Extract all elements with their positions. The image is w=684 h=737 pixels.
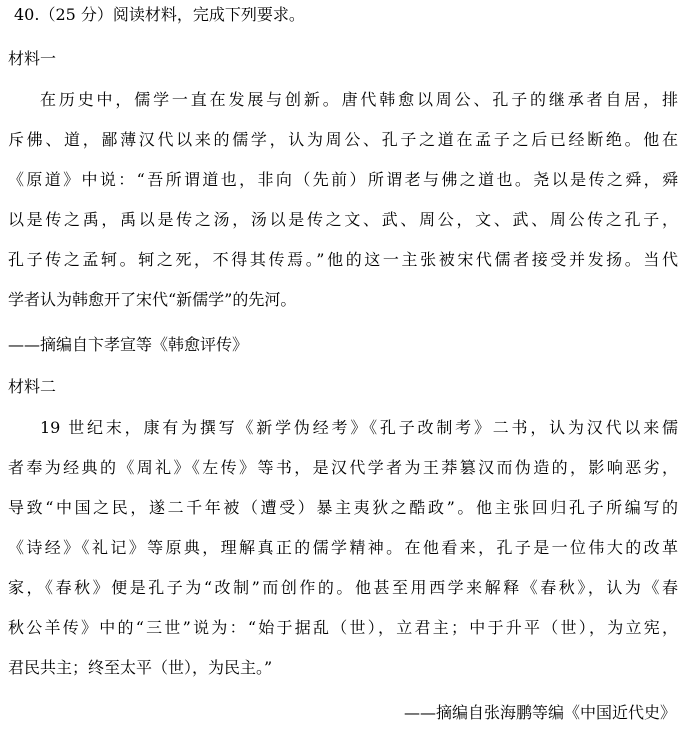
material2-heading: 材料二 [8, 377, 57, 396]
material1-heading: 材料一 [8, 49, 57, 68]
paragraph-line: 学者认为韩愈开了宋代“新儒学”的先河。 [8, 290, 297, 309]
paragraph-line: 孔子传之孟轲。轲之死，不得其传焉。”他的这一主张被宋代儒者接受并发扬。当代 [8, 250, 678, 269]
paragraph-line: 斥佛、道，鄙薄汉代以来的儒学，认为周公、孔子之道在孟子之后已经断绝。他在 [8, 130, 678, 149]
paragraph-line: 《原道》中说：“吾所谓道也，非向（先前）所谓老与佛之道也。尧以是传之舜，舜 [8, 170, 678, 189]
paragraph-line: 君民共主；终至太平（世），为民主。” [8, 658, 273, 677]
paragraph-line: 秋公羊传》中的“三世”说为：“始于据乱（世），立君主；中于升平（世），为立宪， [8, 618, 678, 637]
paragraph-line: 在历史中，儒学一直在发展与创新。唐代韩愈以周公、孔子的继承者自居，排 [40, 90, 678, 109]
paragraph-line: 家，《春秋》便是孔子为“改制”而创作的。他甚至用西学来解释《春秋》，认为《春 [8, 578, 678, 597]
question-title: 40.（25 分）阅读材料，完成下列要求。 [14, 5, 305, 24]
paragraph-line: 导致“中国之民，遂二千年被（遭受）暴主夷狄之酷政”。他主张回归孔子所编写的 [8, 498, 678, 517]
material2-source: ——摘编自张海鹏等编《中国近代史》 [403, 703, 676, 722]
material1-source: ——摘编自卞孝宣等《韩愈评传》 [8, 335, 249, 354]
paragraph-line: 以是传之禹，禹以是传之汤，汤以是传之文、武、周公，文、武、周公传之孔子， [8, 210, 678, 229]
paragraph-line: 者奉为经典的《周礼》《左传》等书，是汉代学者为王莽篡汉而伪造的，影响恶劣， [8, 458, 678, 477]
paragraph-line: 19 世纪末，康有为撰写《新学伪经考》《孔子改制考》二书，认为汉代以来儒 [40, 418, 678, 437]
paragraph-line: 《诗经》《礼记》等原典，理解真正的儒学精神。在他看来，孔子是一位伟大的改革 [8, 538, 678, 557]
